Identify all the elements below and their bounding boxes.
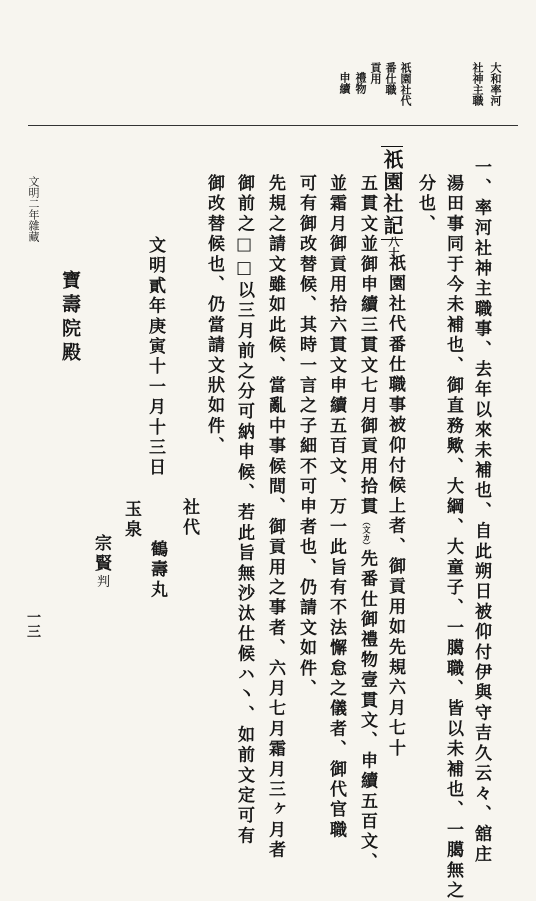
signer-1-name: 鶴壽丸	[147, 540, 167, 601]
page-number: 一三	[25, 610, 41, 638]
doc80-line-5: 先規之請文雖如此候、當亂中事候間、御貢用之事者、六月七月霜月三ヶ月者	[265, 174, 285, 861]
doc80-title: 祇園社記	[381, 146, 403, 240]
doc79-date: 文明貳年庚寅十一月十三日	[145, 236, 165, 479]
doc80-line-4: 可有御改替候、其時一言之子細不可申者也、仍請文如件、	[296, 174, 316, 700]
header-label-7: 申續	[338, 72, 351, 94]
doc80-line-6: 御前之□□以三月前之分可納申候、若此旨無沙汰仕候ハ丶、如前文定可有	[234, 174, 254, 847]
signer-3	[92, 534, 109, 591]
header-label-4: 番仕職	[384, 62, 397, 95]
doc80-line-1: 祇園社代番仕職事被仰付候上者、御貢用如先規六月七十	[385, 254, 405, 759]
doc79-sender: 寶壽院殿	[59, 270, 81, 366]
header-label-2: 社神主職	[471, 62, 484, 106]
doc80-line-7: 御改替候也、仍當請文狀如件、	[204, 174, 224, 457]
doc80-line-2-a: 五貫文並御申續三貫文七月御貢用拾貫	[357, 174, 377, 518]
doc80-line-2-note: （文カ）	[362, 517, 372, 550]
doc79-line-2: 湯田事同于今未補也、御直務歟、大綱、大童子、一臈職、皆以未補也、一臈無之	[443, 174, 463, 901]
signer-1-role: 社代	[179, 498, 199, 539]
header-rule	[28, 125, 518, 126]
header-label-5: 貢用	[369, 62, 382, 84]
signer-3-name: 宗賢	[91, 534, 111, 575]
signer-2-name: 玉泉	[121, 500, 141, 541]
doc80-line-2	[358, 174, 375, 873]
doc80-line-3: 並霜月御貢用拾六貫文申續五百文、万一此旨有不法懈怠之儀者、御代官職	[326, 174, 346, 841]
running-title: 文明二年雜藏	[27, 176, 40, 242]
header-label-3: 祇園社代	[399, 62, 412, 106]
doc80-line-2-b: 先番仕御禮物壹貫文、申續五百文、	[357, 549, 377, 873]
doc79-line-1: 一、率河社神主職事、去年以來未補也、自此朔日被仰付伊與守吉久云々、舘庄	[471, 158, 491, 865]
doc79-line-3: 分也、	[415, 174, 435, 235]
header-label-6: 禮物	[354, 72, 367, 94]
signer-3-seal: 判	[94, 574, 109, 591]
header-label-1: 大和率河	[489, 62, 502, 106]
doc80-number: 八十	[387, 236, 400, 258]
